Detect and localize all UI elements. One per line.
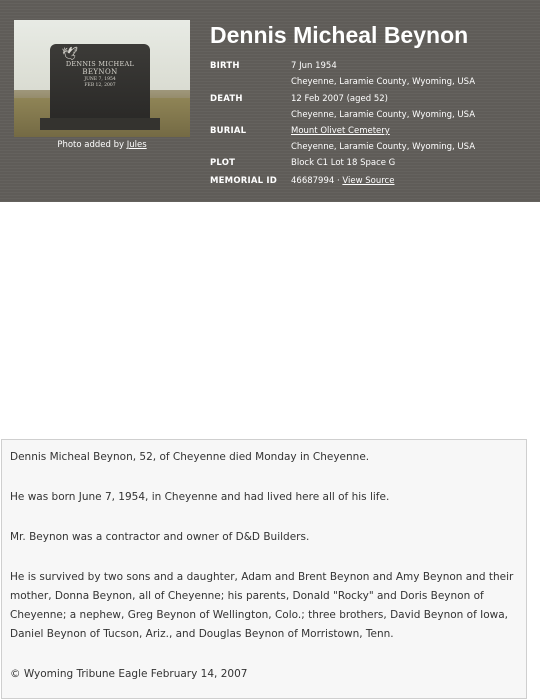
dove-engraving-icon: 🕊 — [61, 47, 79, 62]
birth-label: BIRTH — [210, 61, 240, 71]
bio-paragraph: Dennis Micheal Beynon, 52, of Cheyenne died Monday in Cheyenne. — [10, 451, 370, 463]
engraving-date2: FEB 12, 2007 — [84, 83, 116, 88]
photo-caption-prefix: Photo added by — [57, 140, 125, 150]
memorial-header — [0, 0, 540, 202]
burial-place: Cheyenne, Laramie County, Wyoming, USA — [291, 142, 476, 152]
engraving-date1: JUNE 7, 1954 — [84, 77, 116, 82]
death-place: Cheyenne, Laramie County, Wyoming, USA — [291, 110, 476, 120]
headstone-engraving — [50, 60, 150, 89]
burial-cemetery-link[interactable]: Mount Olivet Cemetery — [291, 126, 390, 136]
bio-paragraph: Mr. Beynon was a contractor and owner of D&D Builders. — [10, 531, 310, 543]
memorial-id-number: 46687994 · — [291, 176, 340, 186]
headstone-photo[interactable] — [14, 20, 190, 137]
birth-value — [291, 58, 475, 90]
view-source-link[interactable]: View Source — [342, 176, 395, 186]
bio-paragraph: He is survived by two sons and a daughter, Adam and Brent Beynon and Amy Beynon and their mother, Donna Beynon, all of Cheyenne; his parents, Donald "Rocky" and Doris Beynon of Cheyenne; a nephew, Greg Beynon of Wellington, Colo.; three brothers, David Beynon of Iowa, Daniel Beynon of Tucson, Ariz., and Douglas Beynon of Morristown, Tenn. — [10, 571, 514, 640]
memorial-id-label: MEMORIAL ID — [210, 176, 278, 186]
headstone-base — [40, 118, 160, 130]
bio-paragraph: He was born June 7, 1954, in Cheyenne and had lived here all of his life. — [10, 491, 390, 503]
plot-label: PLOT — [210, 158, 236, 168]
photo-added-by-link[interactable]: Jules — [126, 140, 147, 150]
birth-date: 7 Jun 1954 — [291, 61, 337, 71]
photo-caption — [14, 140, 190, 150]
death-label: DEATH — [210, 94, 243, 104]
burial-label: BURIAL — [210, 126, 247, 136]
death-date: 12 Feb 2007 (aged 52) — [291, 94, 388, 104]
memorial-id-value — [291, 173, 394, 189]
engraving-name-line1: DENNIS MICHEAL — [65, 60, 135, 68]
memorial-name: Dennis Micheal Beynon — [210, 22, 469, 48]
bio-copyright: © Wyoming Tribune Eagle February 14, 2007 — [10, 668, 248, 680]
death-value — [291, 91, 475, 123]
burial-value — [291, 123, 475, 155]
plot-value: Block C1 Lot 18 Space G — [291, 158, 396, 168]
biography-box — [1, 439, 527, 699]
engraving-name-line2: BEYNON — [82, 68, 118, 76]
birth-place: Cheyenne, Laramie County, Wyoming, USA — [291, 77, 476, 87]
